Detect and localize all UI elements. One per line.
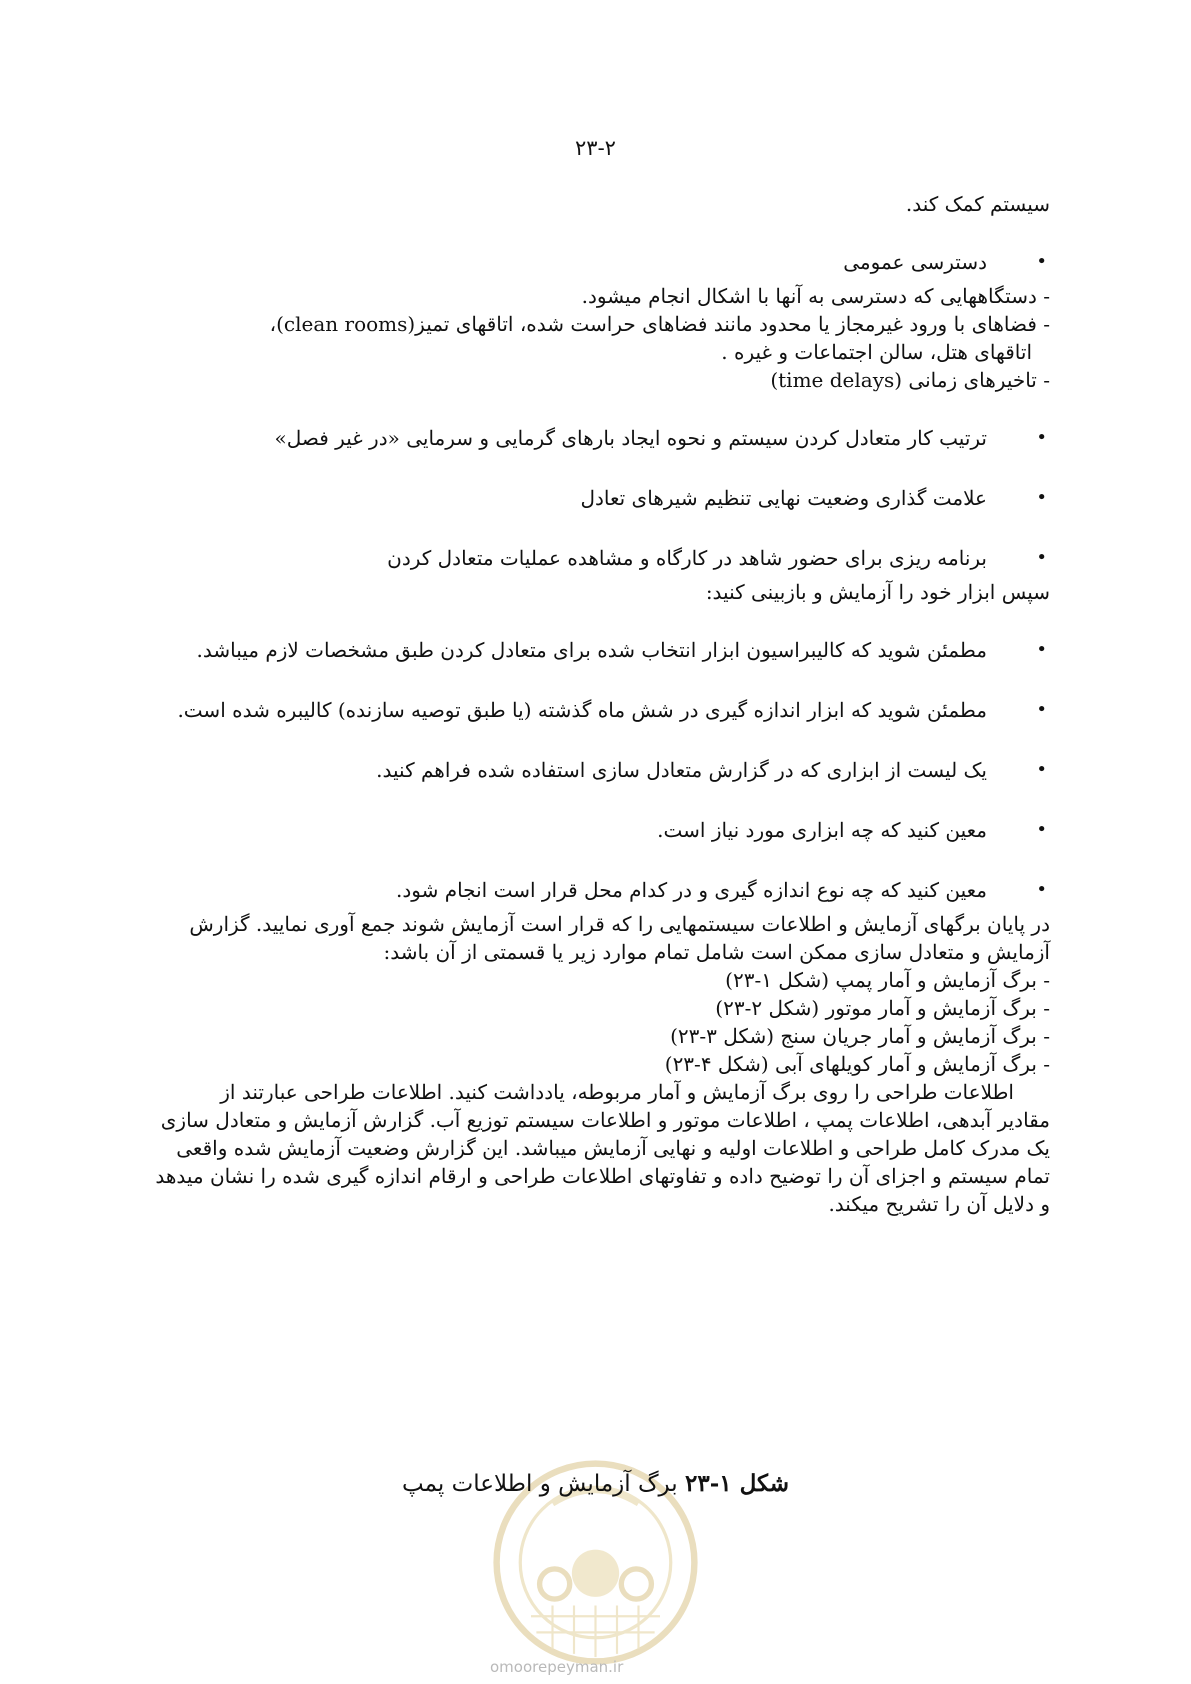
paragraph-line: در پایان برگهای آزمایش و اطلاعات سیستمهایی را که قرار است آزمایش شوند جمع آوری نمایید. گزارش [189, 912, 1050, 936]
paragraph-line: یک مدرک کامل طراحی و اطلاعات اولیه و نهایی آزمایش میباشد. این گزارش وضعیت آزمایش شده واقعی [176, 1136, 1050, 1160]
paragraph-line: اطلاعات طراحی را روی برگ آزمایش و آمار مربوطه، یادداشت کنید. اطلاعات طراحی عبارتند از [220, 1080, 1014, 1104]
bullet-item-measurement-types: • معین کنید که چه نوع اندازه گیری و در کدام محل قرار است انجام شود. [145, 876, 1050, 904]
report-form-item: - برگ آزمایش و آمار موتور (شکل ۲-۲۳) [715, 996, 1050, 1020]
sub-item-restricted-spaces-cont: اتاقهای هتل، سالن اجتماعات و غیره . [721, 340, 1032, 364]
paragraph-line: تمام سیستم و اجزای آن را توضیح داده و تفاوتهای اطلاعات طراحی و ارقام اندازه گیری شده را نشان میدهد [155, 1164, 1050, 1188]
sub-item-time-delays: - تاخیرهای زمانی (time delays) [770, 368, 1050, 392]
paragraph-line: مقادیر آبدهی، اطلاعات پمپ ، اطلاعات موتور و اطلاعات سیستم توزیع آب. گزارش آزمایش و متعادل سازی [160, 1108, 1050, 1132]
text-line: سیستم کمک کند. [905, 192, 1050, 216]
text-line-check-tools: سپس ابزار خود را آزمایش و بازبینی کنید: [705, 580, 1050, 604]
page-number: ۲۳-۲ [575, 136, 616, 160]
figure-caption [0, 1470, 1191, 1497]
bullet-item-valve-marking: • علامت گذاری وضعیت نهایی تنظیم شیرهای تعادل [145, 484, 1050, 512]
bullet-item-calibration-spec: • مطمئن شوید که کالیبراسیون ابزار انتخاب شده برای متعادل کردن طبق مشخصات لازم میباشد. [145, 636, 1050, 664]
sub-item-hard-access-devices: - دستگاههایی که دسترسی به آنها با اشکال انجام میشود. [581, 284, 1050, 308]
paragraph-line: و دلایل آن را تشریح میکند. [828, 1192, 1050, 1216]
report-form-item: - برگ آزمایش و آمار جریان سنج (شکل ۳-۲۳) [670, 1024, 1050, 1048]
bullet-item-public-access: • دسترسی عمومی [145, 248, 1050, 276]
figure-caption-label: شکل ۱-۲۳ [684, 1470, 789, 1497]
paragraph-line: آزمایش و متعادل سازی ممکن است شامل تمام موارد زیر یا قسمتی از آن باشد: [383, 940, 1050, 964]
bullet-item-required-tools: • معین کنید که چه ابزاری مورد نیاز است. [145, 816, 1050, 844]
bullet-item-balancing-sequence: • ترتیب کار متعادل کردن سیستم و نحوه ایجاد بارهای گرمایی و سرمایی «در غیر فصل» [145, 424, 1050, 452]
report-form-item: - برگ آزمایش و آمار پمپ (شکل ۱-۲۳) [725, 968, 1050, 992]
bullet-item-witness-scheduling: • برنامه ریزی برای حضور شاهد در کارگاه و مشاهده عملیات متعادل کردن [145, 544, 1050, 572]
bullet-item-calibration-six-months: • مطمئن شوید که ابزار اندازه گیری در شش ماه گذشته (یا طبق توصیه سازنده) کالیبره شده است. [145, 696, 1050, 724]
body-text [145, 190, 1050, 1218]
watermark-url: omoorepeyman.ir [490, 1658, 624, 1676]
report-form-item: - برگ آزمایش و آمار کویلهای آبی (شکل ۴-۲۳) [664, 1052, 1050, 1076]
bullet-item-tool-list: • یک لیست از ابزاری که در گزارش متعادل سازی استفاده شده فراهم کنید. [145, 756, 1050, 784]
sub-item-restricted-spaces: - فضاهای با ورود غیرمجاز یا محدود مانند فضاهای حراست شده، اتاقهای تمیز(clean rooms)، [269, 312, 1050, 336]
figure-caption-text: برگ آزمایش و اطلاعات پمپ [401, 1471, 685, 1497]
